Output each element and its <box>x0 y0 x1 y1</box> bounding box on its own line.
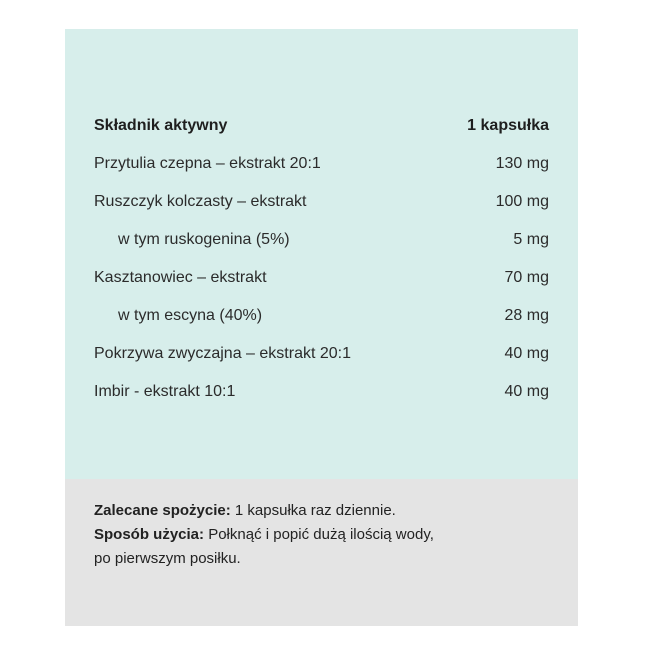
header-amount: 1 kapsułka <box>467 117 549 134</box>
table-row <box>94 145 549 183</box>
dosage-label: Zalecane spożycie: <box>94 502 231 519</box>
usage-line-2: po pierwszym posiłku. <box>94 550 241 567</box>
table-row <box>94 297 549 335</box>
ingredient-amount: 40 mg <box>504 345 549 362</box>
table-row <box>94 259 549 297</box>
supplement-info-panel <box>65 29 578 626</box>
ingredient-name: Pokrzywa zwyczajna – ekstrakt 20:1 <box>94 345 351 362</box>
ingredient-amount: 28 mg <box>504 307 549 324</box>
header-ingredient: Składnik aktywny <box>94 117 228 134</box>
usage-text: Połknąć i popić dużą ilością wody, <box>204 526 434 543</box>
dosage-text: 1 kapsułka raz dziennie. <box>230 502 396 519</box>
usage-label: Sposób użycia: <box>94 526 205 543</box>
ingredient-name: Przytulia czepna – ekstrakt 20:1 <box>94 155 321 172</box>
ingredient-amount: 70 mg <box>504 269 549 286</box>
table-row <box>94 221 549 259</box>
table-header-row <box>94 107 549 145</box>
table-row <box>94 183 549 221</box>
ingredient-name: w tym ruskogenina (5%) <box>118 231 290 248</box>
usage-section <box>65 479 578 626</box>
table-row <box>94 373 549 411</box>
ingredient-amount: 100 mg <box>495 193 549 210</box>
ingredient-amount: 40 mg <box>504 383 549 400</box>
ingredient-name: Imbir - ekstrakt 10:1 <box>94 383 236 400</box>
dosage-line <box>94 499 554 523</box>
ingredients-section <box>65 29 578 479</box>
ingredient-name: w tym escyna (40%) <box>118 307 263 324</box>
usage-line <box>94 523 554 547</box>
ingredient-name: Kasztanowiec – ekstrakt <box>94 269 267 286</box>
ingredients-table <box>94 107 549 411</box>
table-row <box>94 335 549 373</box>
usage-notes <box>94 499 554 571</box>
ingredient-amount: 130 mg <box>495 155 549 172</box>
ingredient-amount: 5 mg <box>513 231 549 248</box>
ingredient-name: Ruszczyk kolczasty – ekstrakt <box>94 193 307 210</box>
